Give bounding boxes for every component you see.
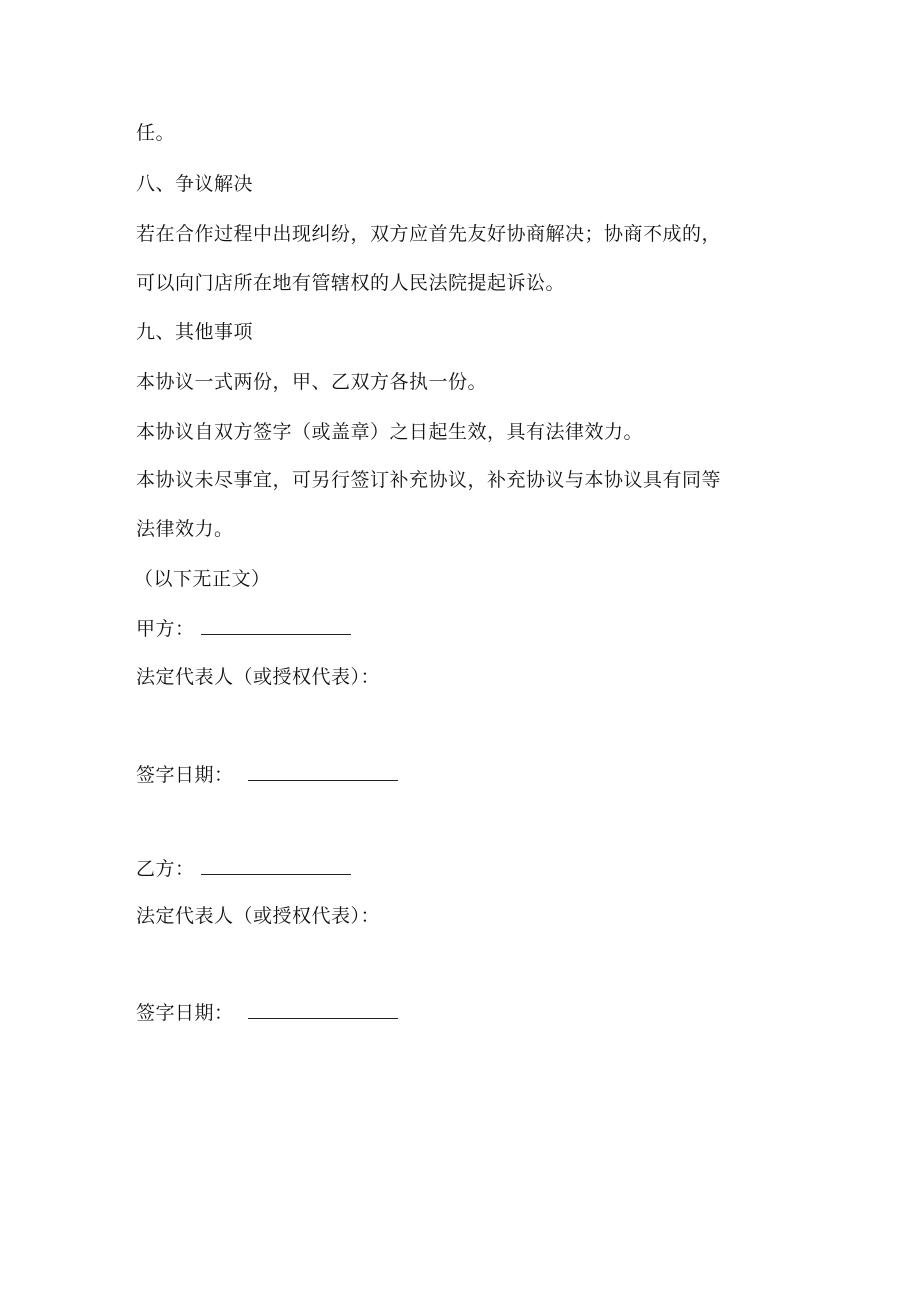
paragraph-line: 本协议一式两份，甲、乙双方各执一份。 — [136, 371, 488, 393]
party-b-date-label: 签字日期： — [136, 1002, 234, 1024]
paragraph-line: 若在合作过程中出现纠纷，双方应首先友好协商解决；协商不成的， — [136, 223, 722, 245]
party-a-rep-label: 法定代表人（或授权代表）： — [136, 666, 381, 688]
end-of-text-note: （以下无正文） — [134, 568, 271, 590]
party-a-label: 甲方： — [136, 618, 195, 640]
party-a-date-label: 签字日期： — [136, 764, 234, 786]
paragraph-line: 本协议自双方签字（或盖章）之日起生效，具有法律效力。 — [136, 421, 644, 443]
party-a-row — [136, 616, 351, 641]
party-b-date-row — [136, 1000, 398, 1025]
party-b-row — [136, 856, 351, 881]
paragraph-line: 本协议未尽事宜，可另行签订补充协议，补充协议与本协议具有同等 — [136, 469, 722, 491]
party-a-date-row — [136, 762, 398, 787]
party-b-date-blank[interactable] — [248, 1000, 398, 1019]
paragraph-line: 任。 — [136, 122, 176, 144]
party-b-blank[interactable] — [201, 856, 351, 875]
section-heading-dispute: 八、争议解决 — [136, 173, 254, 195]
paragraph-line: 法律效力。 — [136, 518, 234, 540]
party-a-date-blank[interactable] — [248, 762, 398, 781]
party-a-blank[interactable] — [201, 616, 351, 635]
party-b-label: 乙方： — [136, 858, 195, 880]
section-heading-other: 九、其他事项 — [136, 321, 254, 343]
paragraph-line: 可以向门店所在地有管辖权的人民法院提起诉讼。 — [136, 272, 566, 294]
party-b-rep-label: 法定代表人（或授权代表）： — [136, 905, 381, 927]
